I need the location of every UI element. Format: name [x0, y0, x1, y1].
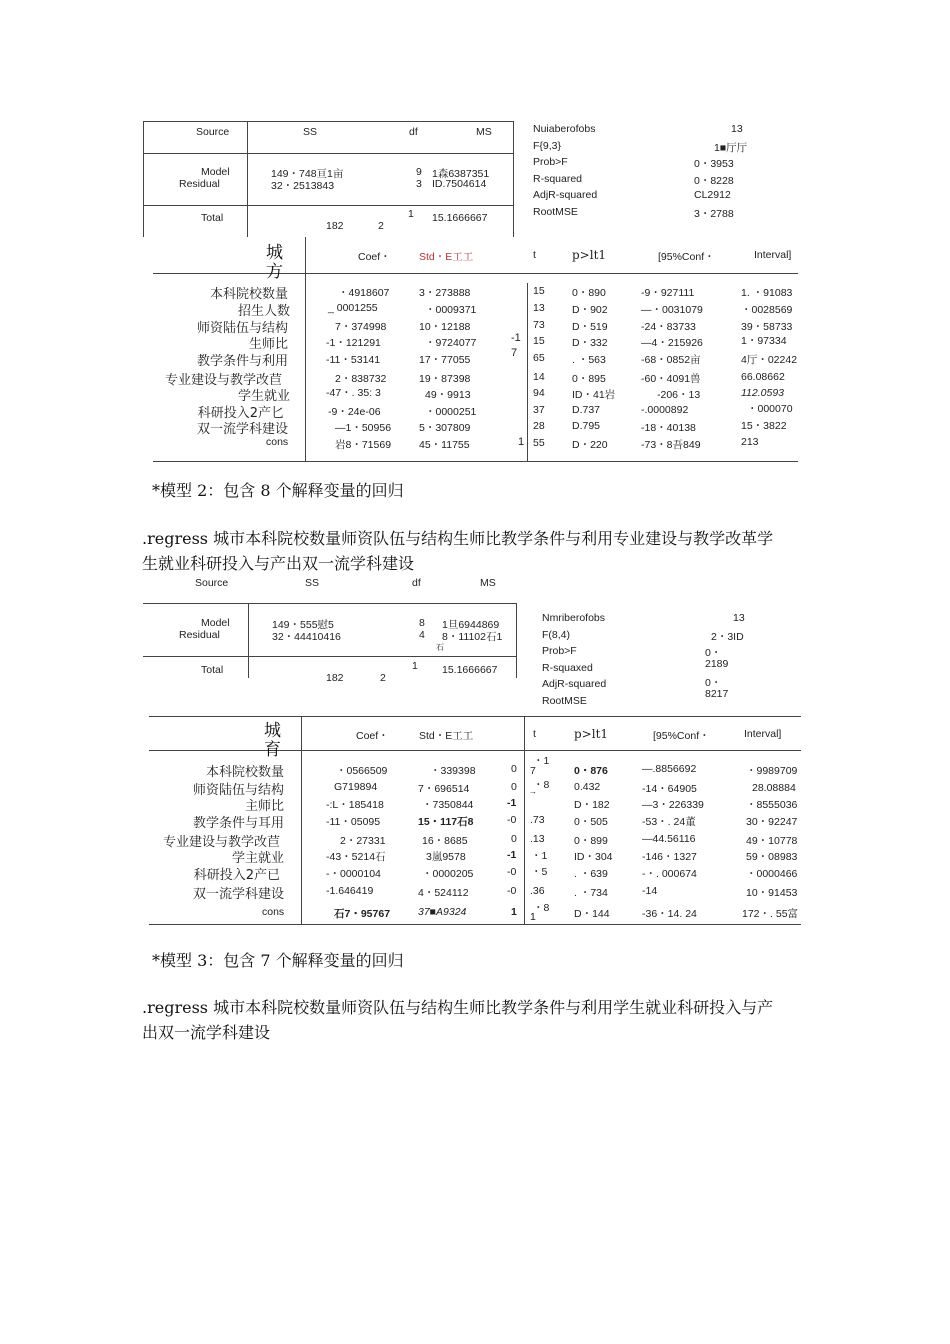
row-t: 37 [533, 404, 545, 416]
row-ci-lo: -36・14. 24 [642, 908, 697, 920]
anova-ms-header: MS [480, 577, 496, 589]
row-p: 0・876 [574, 765, 608, 777]
row-ci-lo: -18・40138 [641, 422, 696, 434]
row-coef: ・0566509 [336, 765, 388, 777]
row-label: 学生就业 [237, 389, 290, 404]
row-p: D.795 [572, 420, 601, 432]
t-fragment: ・8 [533, 779, 550, 791]
row-p: 0・890 [572, 287, 606, 299]
stat-label: Prob>F [542, 645, 577, 657]
row-t: 13 [533, 302, 545, 314]
row-label: 师资陆伍与结构 [192, 783, 284, 798]
row-ci-lo: -206・13 [657, 389, 701, 401]
residual-extra: 石 [436, 643, 444, 652]
stat-value: 3・2788 [694, 208, 734, 220]
row-ci-hi: 172・. 55富 [742, 908, 799, 920]
row-sign: -0 [507, 814, 517, 826]
row-t: 65 [533, 352, 545, 364]
row-sign: 1 [511, 906, 517, 918]
row-t: .73 [530, 814, 545, 826]
rule [247, 121, 248, 237]
rule [149, 716, 801, 717]
row-p: 0・505 [574, 816, 608, 828]
regress-command-line: .regress 城市本科院校数量师资队伍与结构生师比教学条件与利用学生就业科研投入与产 [142, 998, 774, 1017]
total-ss-extra: 2 [378, 220, 384, 232]
row-ci-hi: ・8555036 [746, 799, 798, 811]
row-sign: -0 [507, 866, 517, 878]
row-ci-hi: ・9989709 [746, 765, 798, 777]
stat-value: 8217 [705, 688, 729, 700]
row-label: 主师比 [244, 799, 284, 814]
row-se: ・0009371 [425, 304, 477, 316]
row-ci-hi: 213 [741, 436, 759, 448]
rule [149, 750, 801, 751]
row-label: 双一流学科建设 [196, 422, 288, 437]
anova-ss-header: SS [305, 577, 320, 589]
rule [305, 237, 306, 461]
total-df: 1 [412, 660, 418, 672]
row-coef: 2・27331 [340, 835, 386, 847]
row-label: 科研投入2产匕 [197, 406, 284, 421]
side-mark: 7 [511, 347, 518, 359]
row-label: 教学条件与耳用 [192, 816, 284, 831]
stat-label: Prob>F [533, 156, 568, 168]
row-se: 37■A9324 [418, 906, 467, 918]
row-coef: G719894 [334, 781, 378, 793]
anova-ss-header: SS [303, 126, 318, 138]
row-coef: _ 0001255 [328, 302, 378, 314]
stat-label: Nuiaberofobs [533, 123, 596, 135]
row-ci-hi: 39・58733 [741, 321, 793, 333]
stat-label: F(8,4) [542, 629, 571, 641]
row-p: D・144 [574, 908, 610, 920]
row-label: 生师比 [248, 337, 288, 352]
row-ci-lo: -60・4091兽 [641, 373, 701, 385]
model-ss: 149・555慰5 [272, 619, 334, 631]
row-sign: -0 [507, 885, 517, 897]
row-coef: 2・838732 [335, 373, 387, 385]
t-fragment: ・1 [531, 850, 548, 862]
dep-var-label-2: 方 [266, 262, 283, 282]
stat-value: 0・8228 [694, 175, 734, 187]
t-fragment: → [529, 787, 537, 796]
model-df: 8 [419, 617, 425, 629]
rule [149, 924, 801, 925]
row-p: D・220 [572, 439, 608, 451]
stat-value: 2189 [705, 658, 729, 670]
row-label: 专业建设与教学改苣 [162, 835, 280, 850]
residual-ss: 32・2513843 [271, 180, 335, 192]
regress-command-line: 出双一流学科建设 [142, 1023, 271, 1042]
row-ci-hi: 4厅・02242 [741, 354, 798, 366]
p-header: p>lt1 [572, 248, 607, 262]
row-coef: -1・121291 [326, 337, 381, 349]
t-fragment: ・1 [533, 755, 550, 767]
total-ss: 182 [326, 672, 344, 684]
total-ss: 182 [326, 220, 344, 232]
ci-header: [95%Conf・ [658, 251, 715, 263]
residual-df: 3 [416, 178, 422, 190]
row-ci-hi: 10・91453 [746, 887, 798, 899]
residual-label: Residual [179, 629, 220, 641]
row-ci-lo: -53・. 24董 [642, 816, 696, 828]
anova-df-header: df [409, 126, 418, 138]
row-se: 19・87398 [419, 373, 471, 385]
dep-var-label-2: 育 [264, 740, 281, 760]
row-ci-hi: ・0028569 [741, 304, 793, 316]
row-ci-hi: 1. ・91083 [741, 287, 793, 299]
row-coef: 石7・95767 [334, 908, 391, 920]
total-ms: 15.1666667 [432, 212, 488, 224]
dep-var-label: 城 [264, 721, 281, 741]
row-t: 94 [533, 387, 545, 399]
stat-label: AdjR-squared [542, 678, 607, 690]
row-coef: ・4918607 [338, 287, 390, 299]
rule [153, 273, 798, 274]
stat-label: Nmriberofobs [542, 612, 606, 624]
row-label: 教学条件与利用 [196, 354, 288, 369]
row-se: 17・77055 [419, 354, 471, 366]
row-ci-lo: -・. 000674 [642, 868, 697, 880]
row-coef: -11・53141 [326, 354, 381, 366]
coef-header: Coef・ [356, 730, 389, 742]
row-t: 55 [533, 437, 545, 449]
regress-command-line: .regress 城市本科院校数量师资队伍与结构生师比教学条件与利用专业建设与教学改革学 [142, 529, 774, 548]
stat-value: 1■厅厅 [714, 142, 748, 154]
row-p: . ・734 [574, 887, 608, 899]
row-ci-lo: —4・215926 [641, 337, 703, 349]
stat-value: 0・ [705, 647, 722, 659]
row-coef: 7・374998 [335, 321, 387, 333]
stat-value: CL2912 [694, 189, 731, 201]
total-df: 1 [408, 208, 414, 220]
row-t: 73 [533, 319, 545, 331]
row-ci-lo: —3・226339 [642, 799, 704, 811]
row-p: 0・899 [574, 835, 608, 847]
row-se: 16・8685 [422, 835, 468, 847]
model-label: Model [201, 617, 230, 629]
row-p: D.737 [572, 404, 601, 416]
total-label: Total [201, 664, 224, 676]
row-se: 10・12188 [419, 321, 471, 333]
regress-command-line: 生就业科研投入与产出双一流学科建设 [142, 554, 415, 573]
row-ci-lo: -73・8吾849 [641, 439, 701, 451]
rule [153, 461, 798, 462]
caption-model-2: *模型 2：包含 8 个解释变量的回归 [152, 481, 404, 500]
row-p: D・332 [572, 337, 608, 349]
row-ci-hi: 112.0593 [741, 387, 785, 399]
row-sign: 0 [511, 833, 517, 845]
model-ms: 1森6387351 [432, 168, 490, 180]
row-coef: -9・24e-06 [328, 406, 381, 418]
stat-label: R-squared [533, 173, 583, 185]
t-header: t [533, 728, 536, 740]
residual-ms: ID.7504614 [432, 178, 487, 190]
row-coef: -11・05095 [326, 816, 381, 828]
residual-label: Residual [179, 178, 220, 190]
row-se: 3・273888 [419, 287, 471, 299]
row-se: ・7350844 [422, 799, 474, 811]
row-se: 15・117石8 [418, 816, 474, 828]
rule [143, 121, 144, 237]
row-t: 28 [533, 420, 545, 432]
row-label: 学主就业 [231, 851, 284, 866]
row-sign: 0 [511, 763, 517, 775]
model-df: 9 [416, 166, 422, 178]
row-ci-hi: 66.08662 [741, 371, 785, 383]
p-header: p>lt1 [574, 727, 609, 741]
rule [143, 656, 516, 657]
anova-source-header: Source [195, 577, 229, 589]
row-label: cons [266, 436, 289, 448]
row-se: ・9724077 [425, 337, 477, 349]
row-ci-hi: 15・3822 [741, 420, 787, 432]
rule [513, 121, 514, 237]
row-ci-lo: -68・0852亩 [641, 354, 701, 366]
row-ci-lo: -14 [642, 885, 658, 897]
row-se: ・0000205 [422, 868, 474, 880]
model-ss: 149・748亘1亩 [271, 168, 344, 180]
row-t: 15 [533, 285, 545, 297]
anova-ms-header: MS [476, 126, 492, 138]
row-coef: 岩8・71569 [335, 439, 392, 451]
stat-label: F{9,3} [533, 140, 562, 152]
row-ci-lo: —・0031079 [641, 304, 703, 316]
model-label: Model [201, 166, 230, 178]
caption-model-3: *模型 3：包含 7 个解释变量的回归 [152, 951, 404, 970]
stat-value: 13 [733, 612, 745, 624]
row-se: 49・9913 [425, 389, 471, 401]
total-ms: 15.1666667 [442, 664, 498, 676]
ci-header: [95%Conf・ [653, 730, 710, 742]
side-mark: 1 [518, 436, 525, 448]
row-p: . ・639 [574, 868, 608, 880]
row-ci-lo: —44.56116 [642, 833, 696, 845]
row-t: .36 [530, 885, 545, 897]
row-se: 3嵐9578 [426, 851, 466, 863]
row-label: 招生人数 [237, 304, 290, 319]
rule [301, 716, 302, 924]
row-se: 4・524112 [418, 887, 469, 899]
row-p: 0・895 [572, 373, 606, 385]
row-coef: -1.646419 [326, 885, 374, 897]
residual-ss: 32・44410416 [272, 631, 341, 643]
t-header: t [533, 249, 536, 261]
row-se: ・339398 [430, 765, 476, 777]
dep-var-label: 城 [266, 243, 283, 263]
row-p: 0.432 [574, 781, 601, 793]
interval-header: Interval] [754, 249, 792, 261]
stat-value: 2・3ID [711, 631, 744, 643]
anova-df-header: df [412, 577, 421, 589]
t-fragment: 1 [530, 911, 536, 923]
row-ci-hi: 30・92247 [746, 816, 798, 828]
rule [143, 603, 516, 604]
side-mark: -1 [511, 332, 521, 344]
row-t: 15 [533, 335, 545, 347]
row-label: 师资陆伍与结构 [196, 321, 288, 336]
row-p: D・182 [574, 799, 610, 811]
row-ci-lo: -24・83733 [641, 321, 696, 333]
total-label: Total [201, 212, 224, 224]
stat-label: AdjR-squared [533, 189, 598, 201]
row-coef: -・0000104 [326, 868, 381, 880]
residual-ms: 8・11102石1 [442, 631, 503, 643]
row-coef: -47・. 35: 3 [326, 387, 381, 399]
row-t: 14 [533, 371, 545, 383]
row-t: .13 [530, 833, 545, 845]
stat-label: RootMSE [542, 695, 587, 707]
row-ci-lo: -9・927111 [641, 287, 695, 299]
row-se: 5・307809 [419, 422, 471, 434]
row-ci-lo: -14・64905 [642, 783, 697, 795]
coef-header: Coef・ [358, 251, 391, 263]
row-label: 专业建设与教学改苣 [164, 373, 282, 388]
row-coef: -43・5214石 [326, 851, 386, 863]
rule [527, 283, 528, 461]
rule [143, 205, 513, 206]
t-fragment: ・8 [533, 902, 550, 914]
row-label: 科研投入2产已 [193, 868, 280, 883]
row-label: 双一流学科建设 [192, 887, 284, 902]
rule [143, 121, 513, 122]
row-se: 45・11755 [419, 439, 470, 451]
row-coef: —1・50956 [335, 422, 392, 434]
row-ci-lo: —.8856692 [642, 763, 697, 775]
row-ci-hi: 28.08884 [752, 782, 796, 794]
row-ci-hi: ・0000466 [746, 868, 798, 880]
stat-value: 0・3953 [694, 158, 734, 170]
row-se: ・0000251 [425, 406, 477, 418]
row-label: 本科院校数量 [205, 765, 284, 780]
row-ci-lo: -.0000892 [641, 404, 689, 416]
row-ci-lo: -146・1327 [642, 851, 697, 863]
row-p: ID・304 [574, 851, 613, 863]
row-p: D・902 [572, 304, 608, 316]
row-label: 本科院校数量 [209, 287, 288, 302]
interval-header: Interval] [744, 728, 782, 740]
row-sign: 0 [511, 781, 517, 793]
se-header: Std・E工工 [419, 730, 474, 742]
residual-df: 4 [419, 629, 425, 641]
stat-value: 13 [731, 123, 743, 135]
row-ci-hi: 49・10778 [746, 835, 798, 847]
row-se: 7・696514 [418, 783, 470, 795]
row-ci-hi: 1・97334 [741, 335, 787, 347]
rule [248, 603, 249, 678]
model-ms: 1旦6944869 [442, 619, 500, 631]
row-sign: -1 [507, 849, 517, 861]
row-ci-hi: ・000070 [747, 403, 793, 415]
row-p: . ・563 [572, 354, 606, 366]
row-p: ID・41岩 [572, 389, 616, 401]
rule [524, 716, 525, 924]
row-ci-hi: 59・08983 [746, 851, 798, 863]
stat-value: 0・ [705, 677, 722, 689]
t-fragment: ・5 [531, 866, 548, 878]
se-header: Std・E工工 [419, 251, 474, 263]
row-label: cons [262, 906, 285, 918]
row-sign: -1 [507, 797, 517, 809]
anova-source-header: Source [196, 126, 230, 138]
row-t: 7 [530, 765, 536, 777]
row-p: D・519 [572, 321, 608, 333]
stat-label: RootMSE [533, 206, 578, 218]
total-ss-extra: 2 [380, 672, 386, 684]
rule [516, 603, 517, 678]
rule [143, 153, 513, 154]
row-coef: -:L・185418 [326, 799, 384, 811]
stat-label: R-squaxed [542, 662, 593, 674]
